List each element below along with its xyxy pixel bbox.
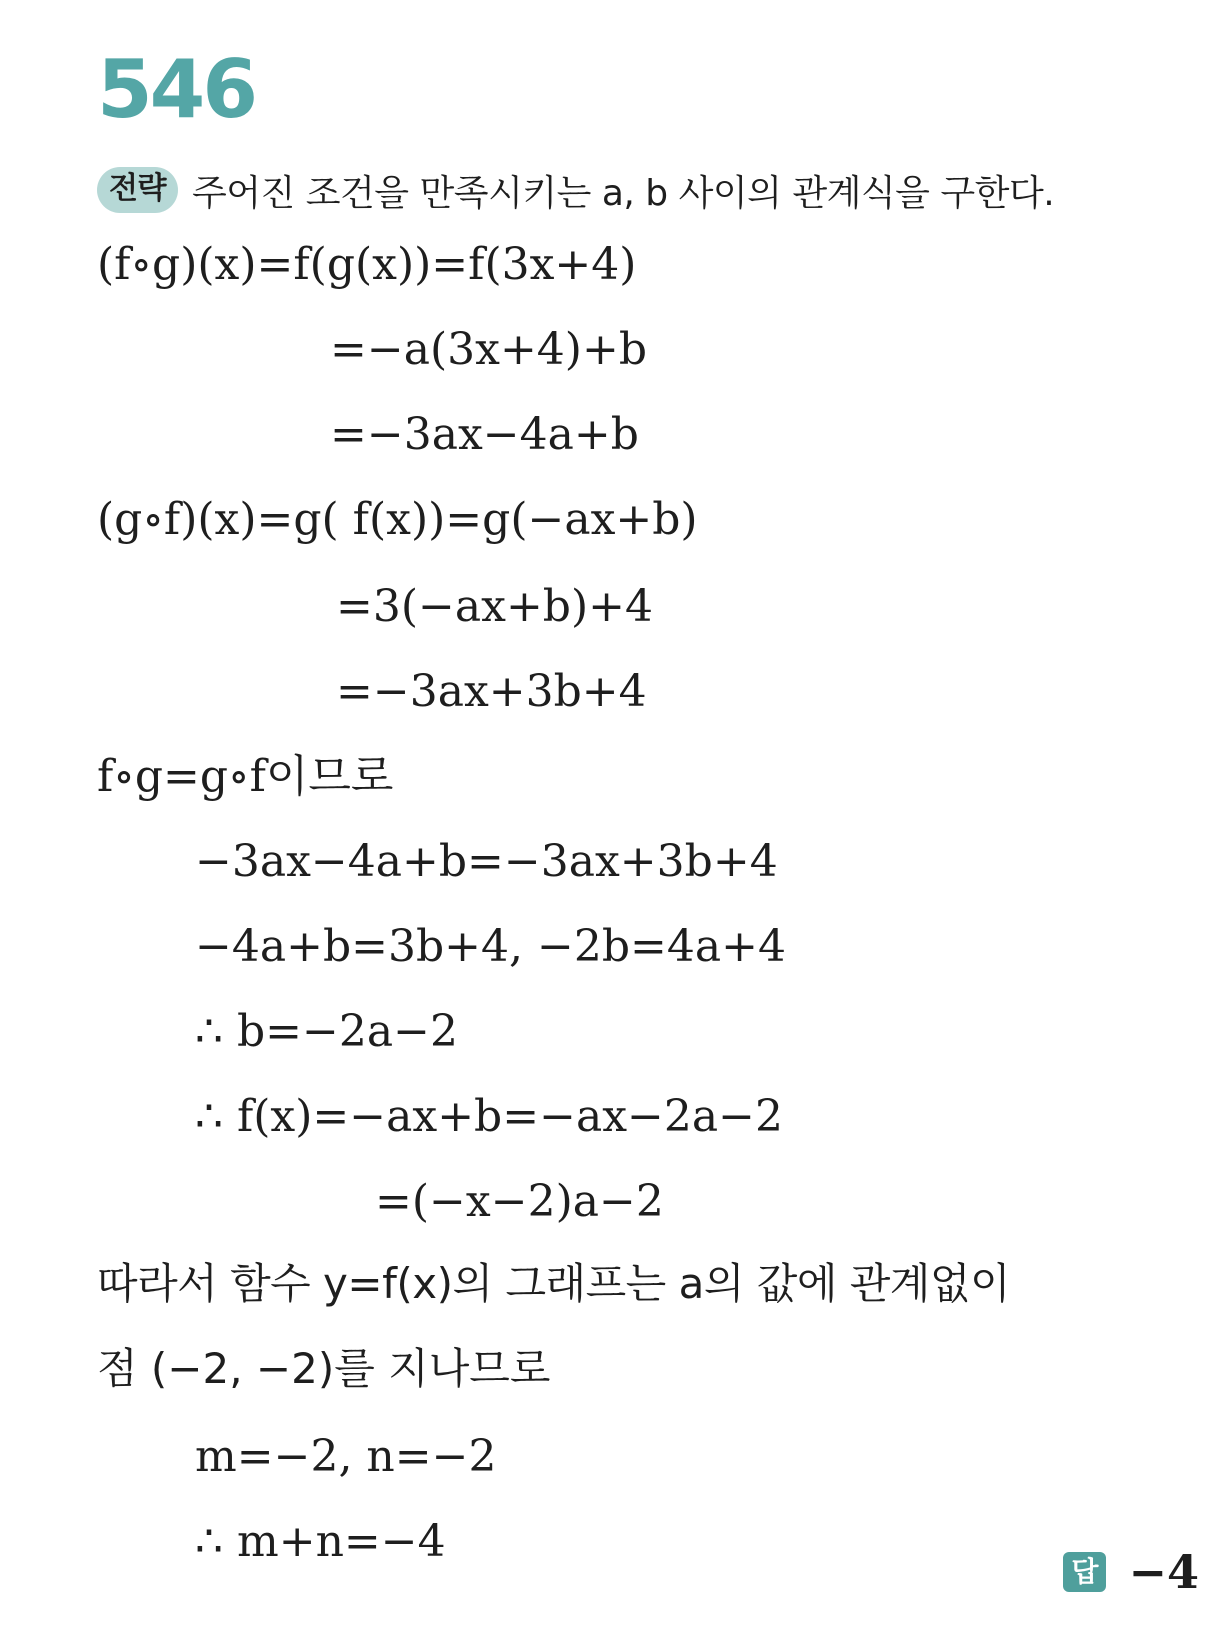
solution-line-b-relation: ∴ b=−2a−2: [195, 1006, 458, 1057]
answer-badge: 답: [1063, 1552, 1106, 1593]
solution-line-mn-sum: ∴ m+n=−4: [195, 1516, 446, 1567]
problem-number: 546: [97, 43, 255, 136]
solution-line-equation: −3ax−4a+b=−3ax+3b+4: [195, 836, 778, 887]
solution-line-gf-simplified: =−3ax+3b+4: [336, 666, 647, 717]
solution-line-condition: f∘g=g∘f이므로: [97, 751, 394, 802]
solution-line-fixed-point: 점 (−2, −2)를 지나므로: [97, 1344, 551, 1393]
strategy-text: 주어진 조건을 만족시키는 a, b 사이의 관계식을 구한다.: [191, 172, 1055, 214]
strategy-row: [97, 162, 1054, 218]
solution-line-composition-gf: (g∘f)(x)=g( f(x))=g(−ax+b): [97, 494, 698, 545]
solution-line-reduced: −4a+b=3b+4, −2b=4a+4: [195, 921, 786, 972]
solution-line-gf-expanded: =3(−ax+b)+4: [336, 581, 654, 632]
solution-line-conclusion: 따라서 함수 y=f(x)의 그래프는 a의 값에 관계없이: [97, 1259, 1011, 1308]
solution-line-f-expression: ∴ f(x)=−ax+b=−ax−2a−2: [195, 1091, 783, 1142]
solution-line-f-factored: =(−x−2)a−2: [375, 1176, 664, 1227]
answer-value: −4: [1128, 1545, 1199, 1599]
strategy-badge: 전략: [97, 167, 178, 213]
solution-line-mn-values: m=−2, n=−2: [195, 1431, 497, 1482]
solution-line-composition-fg: (f∘g)(x)=f(g(x))=f(3x+4): [97, 239, 637, 290]
solution-line-fg-simplified: =−3ax−4a+b: [330, 409, 639, 460]
answer: [1063, 1545, 1199, 1599]
solution-line-fg-expanded: =−a(3x+4)+b: [330, 324, 648, 375]
